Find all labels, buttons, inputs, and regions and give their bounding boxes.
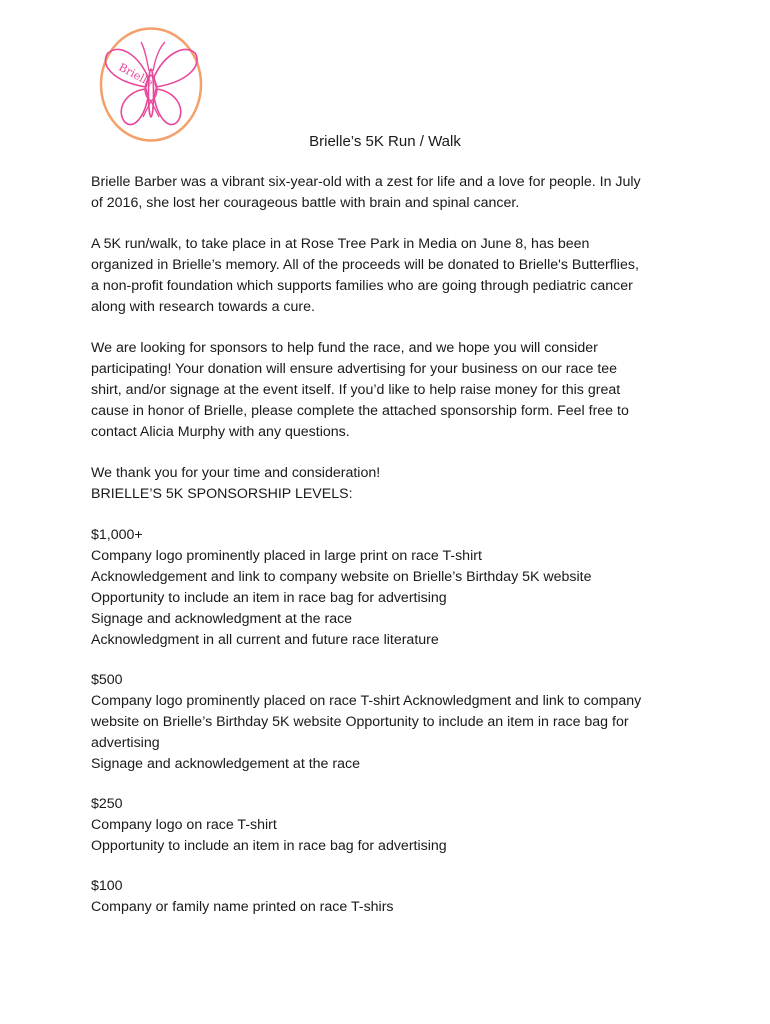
- level-amount: $1,000+: [91, 527, 143, 543]
- text-line: of 2016, she lost her courageous battle with brain and spinal cancer.: [91, 195, 520, 211]
- thanks-paragraph: [91, 463, 691, 505]
- sponsorship-level: [91, 794, 691, 857]
- level-benefit: Company logo prominently placed in large print on race T-shirt: [91, 548, 482, 564]
- level-benefit: advertising: [91, 735, 160, 751]
- intro-paragraph-2: [91, 234, 691, 318]
- text-line: along with research towards a cure.: [91, 299, 315, 315]
- intro-paragraph-1: [91, 172, 691, 214]
- text-line: cause in honor of Brielle, please complete the attached sponsorship form. Feel free to: [91, 403, 629, 419]
- sponsorship-level: [91, 876, 691, 918]
- level-benefit: Company logo on race T-shirt: [91, 817, 277, 833]
- text-line: We are looking for sponsors to help fund the race, and we hope you will consider: [91, 340, 598, 356]
- brielle-butterfly-logo: [98, 25, 204, 144]
- text-line: Brielle Barber was a vibrant six-year-old with a zest for life and a love for people. In July: [91, 174, 641, 190]
- sponsorship-level: [91, 670, 691, 775]
- text-line: contact Alicia Murphy with any questions.: [91, 424, 350, 440]
- sponsorship-level: [91, 525, 691, 651]
- level-benefit: Signage and acknowledgment at the race: [91, 611, 353, 627]
- level-amount: $500: [91, 672, 123, 688]
- thanks-line: We thank you for your time and consideration!: [91, 465, 381, 481]
- level-benefit: Acknowledgement and link to company website on Brielle’s Birthday 5K website: [91, 569, 592, 585]
- level-benefit: Opportunity to include an item in race bag for advertising: [91, 838, 447, 854]
- level-amount: $100: [91, 878, 123, 894]
- level-benefit: Company logo prominently placed on race T-shirt Acknowledgment and link to company: [91, 693, 642, 709]
- level-benefit: Company or family name printed on race T-shirs: [91, 899, 394, 915]
- page-title: Brielle’s 5K Run / Walk: [309, 133, 461, 150]
- text-line: organized in Brielle’s memory. All of the proceeds will be donated to Brielle's Butterflies,: [91, 257, 639, 273]
- text-line: shirt, and/or signage at the event itself. If you’d like to help raise money for this great: [91, 382, 621, 398]
- levels-heading: BRIELLE’S 5K SPONSORSHIP LEVELS:: [91, 486, 353, 502]
- letter-body: [91, 172, 691, 937]
- text-line: A 5K run/walk, to take place in at Rose Tree Park in Media on June 8, has been: [91, 236, 590, 252]
- level-benefit: website on Brielle’s Birthday 5K website Opportunity to include an item in race bag for: [91, 714, 629, 730]
- level-benefit: Acknowledgment in all current and future race literature: [91, 632, 439, 648]
- logo-text: Brielle: [116, 60, 156, 90]
- text-line: a non-profit foundation which supports families who are going through pediatric cancer: [91, 278, 633, 294]
- level-benefit: Opportunity to include an item in race bag for advertising: [91, 590, 447, 606]
- level-benefit: Signage and acknowledgement at the race: [91, 756, 360, 772]
- level-amount: $250: [91, 796, 123, 812]
- intro-paragraph-3: [91, 338, 691, 443]
- text-line: participating! Your donation will ensure advertising for your business on our race tee: [91, 361, 618, 377]
